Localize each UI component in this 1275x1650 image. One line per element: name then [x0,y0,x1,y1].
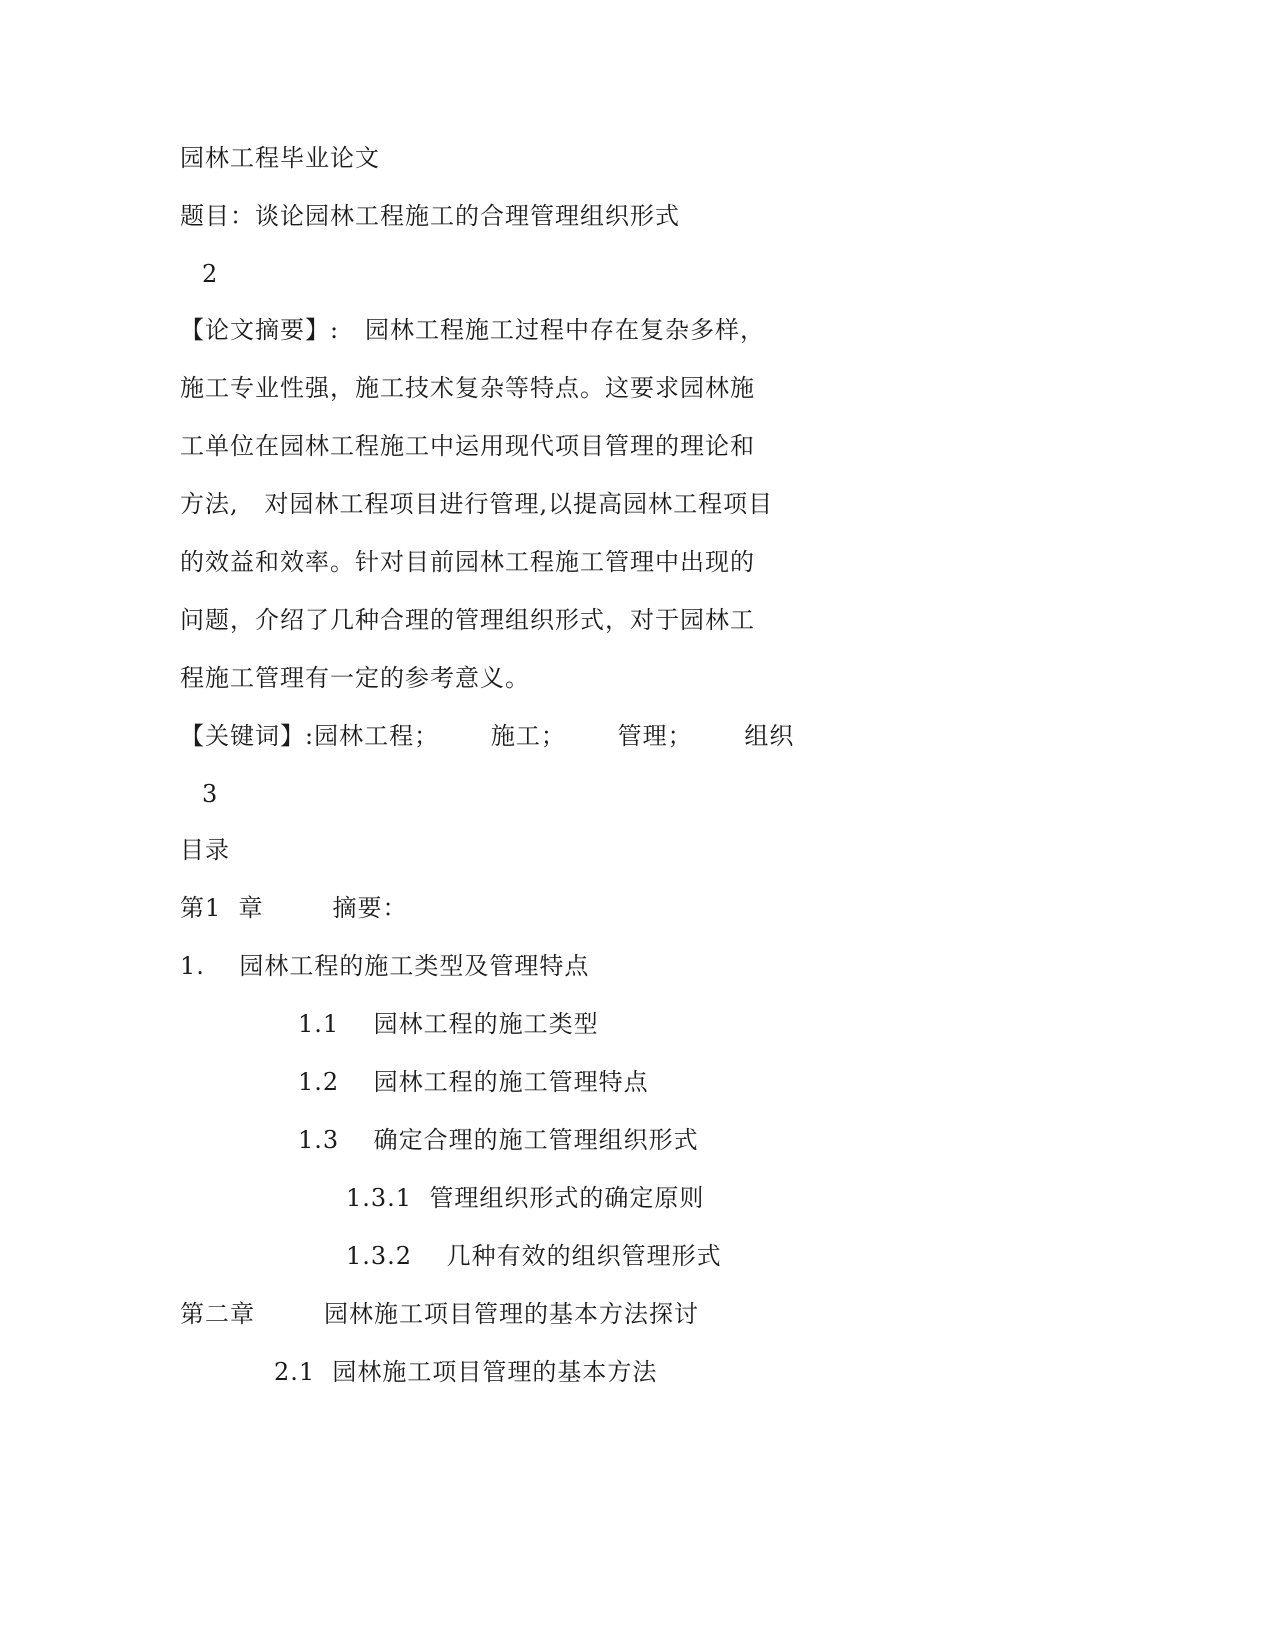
keywords-line: 【关键词】:园林工程； 施工； 管理； 组织 [180,722,795,750]
toc-entry: 第二章 园林施工项目管理的基本方法探讨 [180,1300,700,1328]
abstract-line: 问题，介绍了几种合理的管理组织形式，对于园林工 [180,606,755,634]
abstract-line: 程施工管理有一定的参考意义。 [180,664,530,692]
toc-entry: 2.1 园林施工项目管理的基本方法 [274,1358,658,1386]
page-number: 2 [202,260,219,288]
toc-entry: 1.3 确定合理的施工管理组织形式 [298,1126,699,1154]
document-heading: 园林工程毕业论文 [180,144,380,172]
page-number: 3 [202,780,219,808]
toc-entry: 1.1 园林工程的施工类型 [298,1010,599,1038]
toc-entry: 1.3.1 管理组织形式的确定原则 [346,1184,705,1212]
abstract-line: 施工专业性强，施工技术复杂等特点。这要求园林施 [180,374,755,402]
toc-entry: 1.3.2 几种有效的组织管理形式 [346,1242,722,1270]
toc-entry: 1.2 园林工程的施工管理特点 [298,1068,649,1096]
toc-entry: 第1 章 摘要： [180,894,408,922]
abstract-line: 工单位在园林工程施工中运用现代项目管理的理论和 [180,432,755,460]
abstract-line: 的效益和效率。针对目前园林工程施工管理中出现的 [180,548,755,576]
topic-line: 题目：谈论园林工程施工的合理管理组织形式 [180,202,680,230]
toc-entry: 1. 园林工程的施工类型及管理特点 [180,952,590,980]
toc-title: 目录 [180,836,230,864]
abstract-line: 【论文摘要】: 园林工程施工过程中存在复杂多样， [180,316,765,344]
abstract-line: 方法, 对园林工程项目进行管理,以提高园林工程项目 [180,490,774,518]
